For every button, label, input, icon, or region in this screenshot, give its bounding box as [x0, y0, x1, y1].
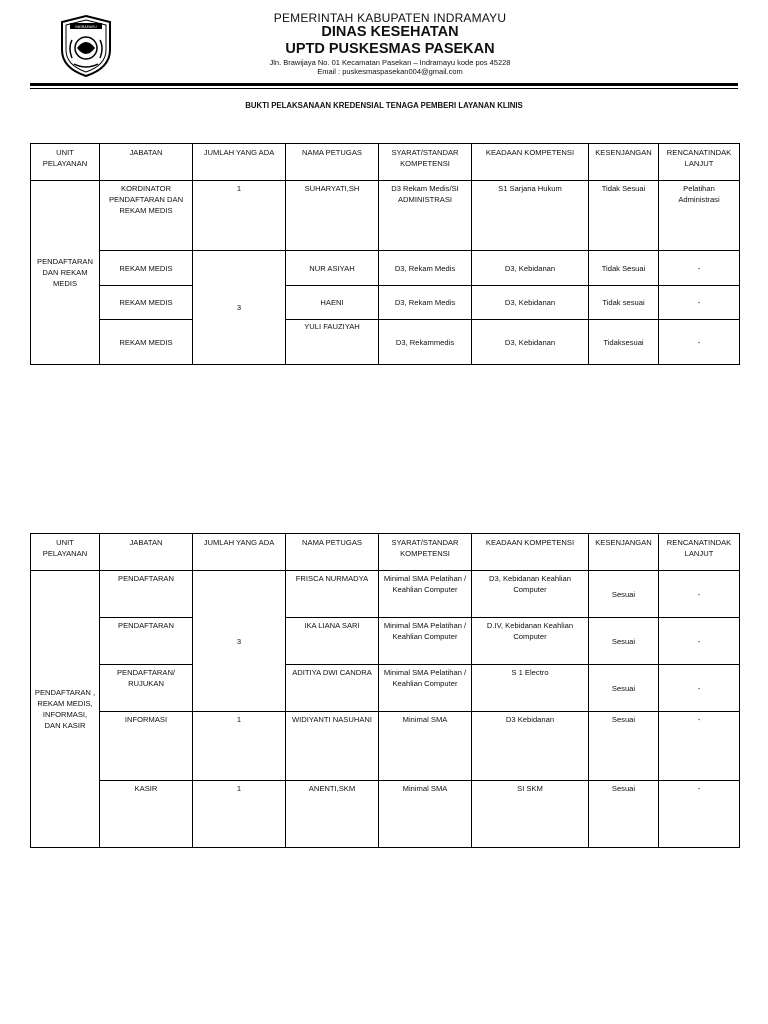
rencana-cell: - [659, 665, 740, 712]
unit-cell: PENDAFTARAN DAN REKAM MEDIS [31, 181, 100, 365]
rencana-cell: - [659, 618, 740, 665]
col-rencana: RENCANATINDAK LANJUT [659, 144, 740, 181]
syarat-cell: Minimal SMA [379, 781, 472, 848]
kesenjangan-cell: Tidak sesuai [589, 286, 659, 320]
col-keadaan: KEADAAN KOMPETENSI [472, 144, 589, 181]
col-syarat: SYARAT/STANDAR KOMPETENSI [379, 144, 472, 181]
syarat-cell: D3, Rekam Medis [379, 251, 472, 286]
jabatan-cell: REKAM MEDIS [100, 251, 193, 286]
table-row [31, 665, 740, 712]
nama-cell: IKA LIANA SARI [286, 618, 379, 665]
keadaan-cell: D.IV, Kebidanan Keahlian Computer [472, 618, 589, 665]
header-address: Jln. Brawijaya No. 01 Kecamatan Pasekan – Indramayu kode pos 45228 [269, 58, 511, 67]
nama-cell: WIDIYANTI NASUHANI [286, 712, 379, 781]
jumlah-cell: 3 [193, 251, 286, 365]
rencana-cell: Pelatihan Administrasi [659, 181, 740, 251]
credential-table-1 [30, 143, 740, 365]
rencana-cell: - [659, 251, 740, 286]
nama-cell: NUR ASIYAH [286, 251, 379, 286]
jabatan-cell: REKAM MEDIS [100, 320, 193, 365]
kesenjangan-cell: Sesuai [589, 571, 659, 618]
table-row [31, 618, 740, 665]
nama-cell: FRISCA NURMADYA [286, 571, 379, 618]
jumlah-cell: 1 [193, 781, 286, 848]
keadaan-cell: S 1 Electro [472, 665, 589, 712]
jabatan-cell: PENDAFTARAN [100, 571, 193, 618]
col-nama: NAMA PETUGAS [286, 534, 379, 571]
syarat-cell: D3 Rekam Medis/SI ADMINISTRASI [379, 181, 472, 251]
keadaan-cell: D3, Kebidanan [472, 286, 589, 320]
jabatan-cell: REKAM MEDIS [100, 286, 193, 320]
header-government: PEMERINTAH KABUPATEN INDRAMAYU [273, 11, 507, 25]
emblem-label: INDRAMAYU [75, 25, 97, 29]
jumlah-cell: 1 [193, 181, 286, 251]
syarat-cell: Minimal SMA Pelatihan / Keahlian Computer [379, 618, 472, 665]
kesenjangan-cell: Sesuai [589, 712, 659, 781]
col-keadaan: KEADAAN KOMPETENSI [472, 534, 589, 571]
header-dinas: DINAS KESEHATAN [321, 24, 459, 40]
kesenjangan-cell: Sesuai [589, 781, 659, 848]
col-kesenjangan: KESENJANGAN [589, 144, 659, 181]
document-title: BUKTI PELAKSANAAN KREDENSIAL TENAGA PEMBERI LAYANAN KLINIS [245, 101, 523, 110]
rencana-cell: - [659, 286, 740, 320]
nama-cell: ADITIYA DWI CANDRA [286, 665, 379, 712]
col-jabatan: JABATAN [100, 534, 193, 571]
col-jumlah: JUMLAH YANG ADA [193, 534, 286, 571]
table-row [31, 251, 740, 286]
jabatan-cell: KASIR [100, 781, 193, 848]
keadaan-cell: D3, Kebidanan [472, 320, 589, 365]
nama-cell: HAENI [286, 286, 379, 320]
table-row [31, 571, 740, 618]
syarat-cell: Minimal SMA Pelatihan / Keahlian Computer [379, 571, 472, 618]
regency-emblem-icon [58, 14, 114, 78]
credential-table-2 [30, 533, 740, 848]
rencana-cell: - [659, 571, 740, 618]
table-header-row [31, 144, 740, 181]
keadaan-cell: D3, Kebidanan [472, 251, 589, 286]
nama-cell: SUHARYATI,SH [286, 181, 379, 251]
col-nama: NAMA PETUGAS [286, 144, 379, 181]
table-row [31, 286, 740, 320]
jabatan-cell: KORDINATOR PENDAFTARAN DAN REKAM MEDIS [100, 181, 193, 251]
table-row [31, 181, 740, 251]
jabatan-cell: PENDAFTARAN [100, 618, 193, 665]
header-uptd: UPTD PUSKESMAS PASEKAN [285, 41, 495, 57]
header-divider-thin [30, 88, 738, 89]
jabatan-cell: PENDAFTARAN/ RUJUKAN [100, 665, 193, 712]
col-jabatan: JABATAN [100, 144, 193, 181]
kesenjangan-cell: Tidak Sesuai [589, 181, 659, 251]
kesenjangan-cell: Sesuai [589, 665, 659, 712]
keadaan-cell: D3, Kebidanan Keahlian Computer [472, 571, 589, 618]
keadaan-cell: D3 Kebidanan [472, 712, 589, 781]
rencana-cell: - [659, 781, 740, 848]
rencana-cell: - [659, 712, 740, 781]
jabatan-cell: INFORMASI [100, 712, 193, 781]
col-unit: UNIT PELAYANAN [31, 534, 100, 571]
col-kesenjangan: KESENJANGAN [589, 534, 659, 571]
table-row [31, 320, 740, 365]
rencana-cell: - [659, 320, 740, 365]
syarat-cell: D3, Rekammedis [379, 320, 472, 365]
col-syarat: SYARAT/STANDAR KOMPETENSI [379, 534, 472, 571]
keadaan-cell: S1 Sarjana Hukum [472, 181, 589, 251]
syarat-cell: Minimal SMA Pelatihan / Keahlian Computer [379, 665, 472, 712]
table-row [31, 712, 740, 781]
jumlah-cell: 1 [193, 712, 286, 781]
nama-cell: YULI FAUZIYAH [286, 320, 379, 365]
table-row [31, 781, 740, 848]
header-email: Email : puskesmaspasekan004@gmail.com [317, 67, 463, 76]
syarat-cell: D3, Rekam Medis [379, 286, 472, 320]
col-unit: UNIT PELAYANAN [31, 144, 100, 181]
unit-cell: PENDAFTARAN , REKAM MEDIS, INFORMASI, DAN KASIR [31, 571, 100, 848]
syarat-cell: Minimal SMA [379, 712, 472, 781]
col-jumlah: JUMLAH YANG ADA [193, 144, 286, 181]
keadaan-cell: SI SKM [472, 781, 589, 848]
nama-cell: ANENTI,SKM [286, 781, 379, 848]
kesenjangan-cell: Tidak Sesuai [589, 251, 659, 286]
kesenjangan-cell: Sesuai [589, 618, 659, 665]
kesenjangan-cell: Tidaksesuai [589, 320, 659, 365]
header-divider [30, 83, 738, 86]
table-header-row [31, 534, 740, 571]
jumlah-cell: 3 [193, 571, 286, 712]
col-rencana: RENCANATINDAK LANJUT [659, 534, 740, 571]
